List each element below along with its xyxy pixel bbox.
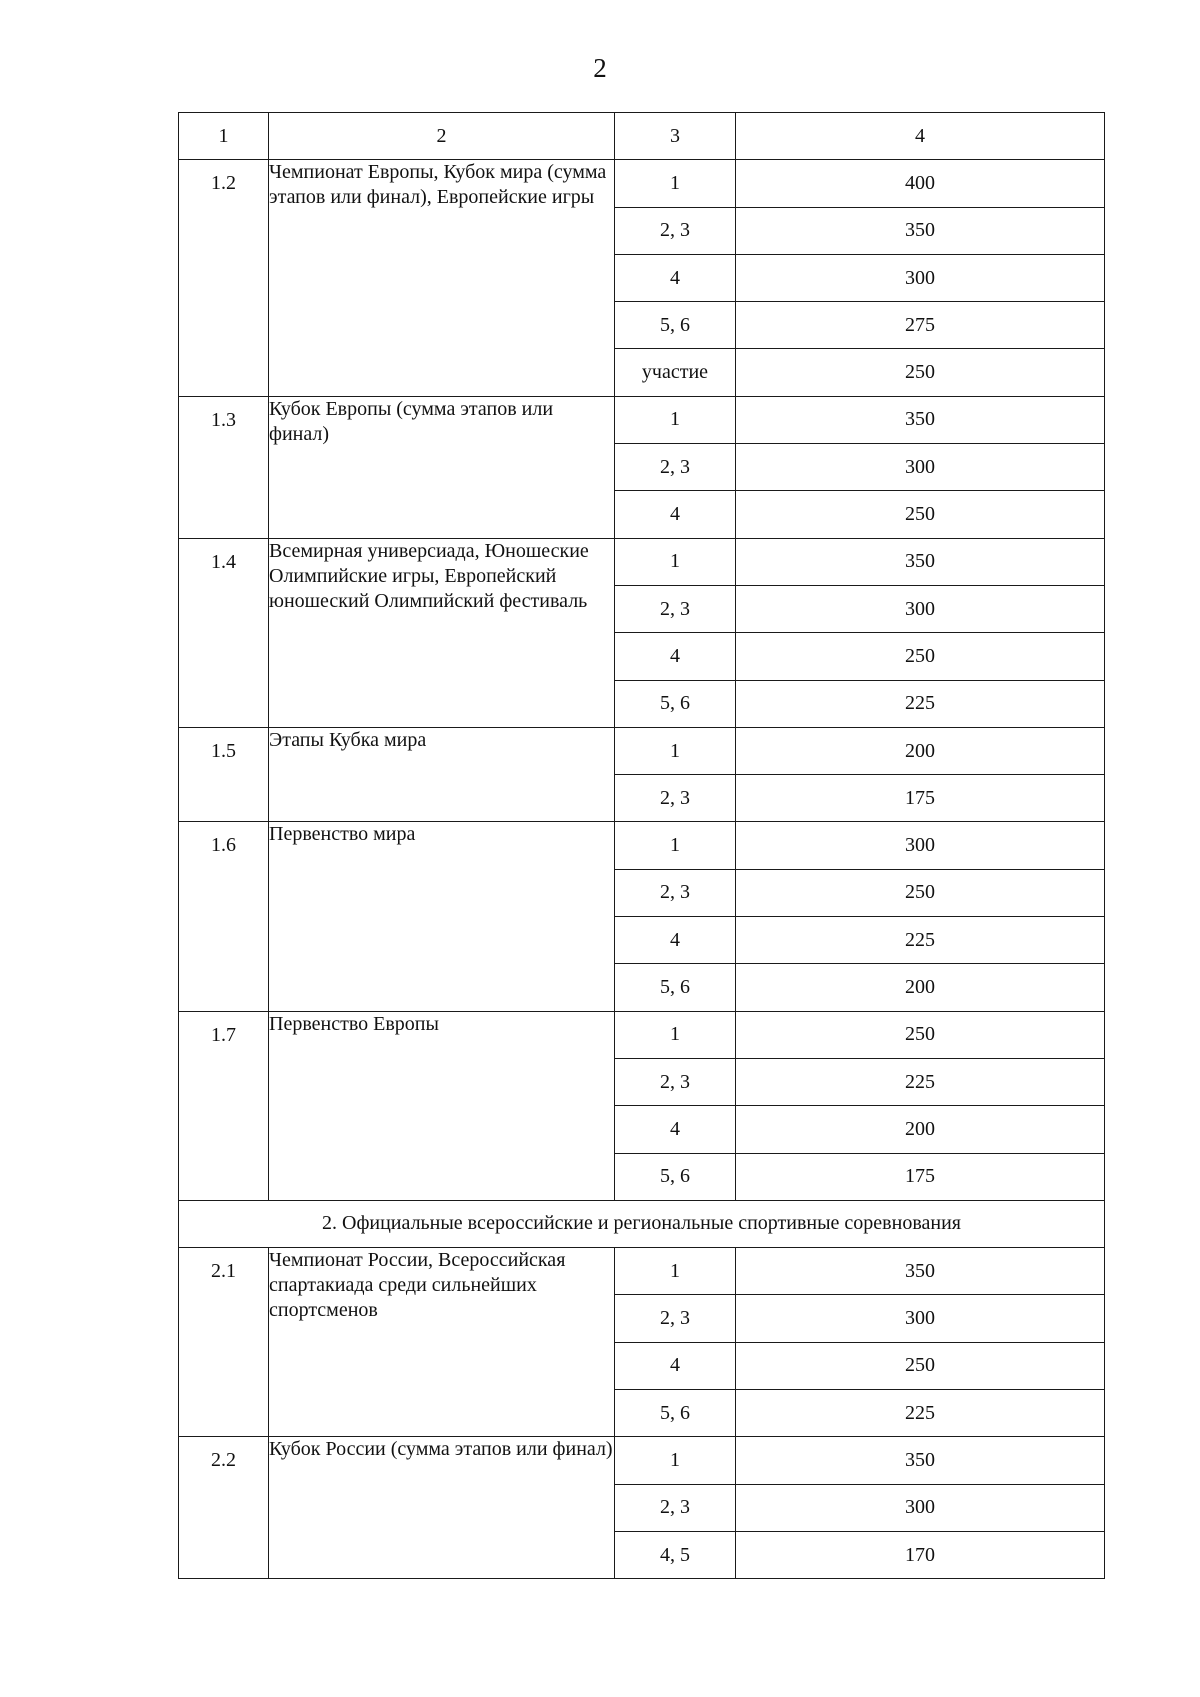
- header-cell: 2: [269, 113, 615, 160]
- points-cell: 225: [736, 680, 1105, 727]
- table-row: [179, 822, 1105, 869]
- table-row: [179, 727, 1105, 774]
- place-cell: 1: [615, 160, 736, 207]
- page-number: 2: [593, 53, 607, 83]
- section-row: [179, 1200, 1105, 1247]
- header-cell: 3: [615, 113, 736, 160]
- competition-name: Чемпионат России, Всероссийская спартакиада среди сильнейших спортсменов: [269, 1248, 615, 1437]
- place-cell: 4: [615, 254, 736, 301]
- competition-name: Этапы Кубка мира: [269, 727, 615, 822]
- points-cell: 300: [736, 1484, 1105, 1531]
- points-cell: 200: [736, 964, 1105, 1011]
- table-row: [179, 1437, 1105, 1484]
- table-row: [179, 1248, 1105, 1295]
- place-cell: участие: [615, 349, 736, 396]
- row-number: 1.4: [179, 538, 269, 727]
- row-number: 1.3: [179, 396, 269, 538]
- place-cell: 2, 3: [615, 1058, 736, 1105]
- row-number: 1.7: [179, 1011, 269, 1200]
- points-cell: 350: [736, 1248, 1105, 1295]
- header-cell: 4: [736, 113, 1105, 160]
- points-cell: 250: [736, 491, 1105, 538]
- place-cell: 5, 6: [615, 1153, 736, 1200]
- points-cell: 300: [736, 444, 1105, 491]
- table-row: [179, 1011, 1105, 1058]
- place-cell: 2, 3: [615, 207, 736, 254]
- table-row: [179, 160, 1105, 207]
- place-cell: 1: [615, 538, 736, 585]
- place-cell: 5, 6: [615, 1390, 736, 1437]
- points-cell: 250: [736, 349, 1105, 396]
- competition-name: Кубок Европы (сумма этапов или финал): [269, 396, 615, 538]
- competition-name: Первенство Европы: [269, 1011, 615, 1200]
- competition-name: Всемирная универсиада, Юношеские Олимпийские игры, Европейский юношеский Олимпийский фестиваль: [269, 538, 615, 727]
- points-cell: 275: [736, 302, 1105, 349]
- competition-name: Первенство мира: [269, 822, 615, 1011]
- place-cell: 5, 6: [615, 302, 736, 349]
- place-cell: 4: [615, 1106, 736, 1153]
- place-cell: 2, 3: [615, 1484, 736, 1531]
- place-cell: 4: [615, 633, 736, 680]
- header-cell: 1: [179, 113, 269, 160]
- points-table: [178, 112, 1105, 1579]
- place-cell: 2, 3: [615, 444, 736, 491]
- points-cell: 200: [736, 1106, 1105, 1153]
- points-cell: 300: [736, 254, 1105, 301]
- place-cell: 1: [615, 396, 736, 443]
- points-cell: 225: [736, 917, 1105, 964]
- points-cell: 250: [736, 1011, 1105, 1058]
- points-cell: 300: [736, 822, 1105, 869]
- place-cell: 1: [615, 1248, 736, 1295]
- points-cell: 300: [736, 585, 1105, 632]
- place-cell: 1: [615, 727, 736, 774]
- points-cell: 350: [736, 396, 1105, 443]
- place-cell: 4, 5: [615, 1531, 736, 1578]
- points-cell: 350: [736, 538, 1105, 585]
- points-cell: 170: [736, 1531, 1105, 1578]
- place-cell: 5, 6: [615, 964, 736, 1011]
- place-cell: 2, 3: [615, 775, 736, 822]
- competition-name: Кубок России (сумма этапов или финал): [269, 1437, 615, 1579]
- place-cell: 4: [615, 1342, 736, 1389]
- place-cell: 1: [615, 1011, 736, 1058]
- header-row: [179, 113, 1105, 160]
- row-number: 1.6: [179, 822, 269, 1011]
- points-cell: 225: [736, 1058, 1105, 1105]
- competition-name: Чемпионат Европы, Кубок мира (сумма этапов или финал), Европейские игры: [269, 160, 615, 396]
- section-title: 2. Официальные всероссийские и региональные спортивные соревнования: [179, 1200, 1105, 1247]
- table-row: [179, 396, 1105, 443]
- points-cell: 300: [736, 1295, 1105, 1342]
- points-cell: 250: [736, 869, 1105, 916]
- points-cell: 250: [736, 633, 1105, 680]
- points-cell: 400: [736, 160, 1105, 207]
- place-cell: 1: [615, 1437, 736, 1484]
- points-cell: 175: [736, 1153, 1105, 1200]
- points-cell: 350: [736, 1437, 1105, 1484]
- place-cell: 2, 3: [615, 585, 736, 632]
- row-number: 1.2: [179, 160, 269, 396]
- table-row: [179, 538, 1105, 585]
- place-cell: 2, 3: [615, 869, 736, 916]
- place-cell: 4: [615, 491, 736, 538]
- points-cell: 250: [736, 1342, 1105, 1389]
- row-number: 2.1: [179, 1248, 269, 1437]
- row-number: 2.2: [179, 1437, 269, 1579]
- row-number: 1.5: [179, 727, 269, 822]
- points-cell: 200: [736, 727, 1105, 774]
- place-cell: 5, 6: [615, 680, 736, 727]
- points-cell: 350: [736, 207, 1105, 254]
- place-cell: 4: [615, 917, 736, 964]
- place-cell: 2, 3: [615, 1295, 736, 1342]
- points-cell: 175: [736, 775, 1105, 822]
- points-cell: 225: [736, 1390, 1105, 1437]
- place-cell: 1: [615, 822, 736, 869]
